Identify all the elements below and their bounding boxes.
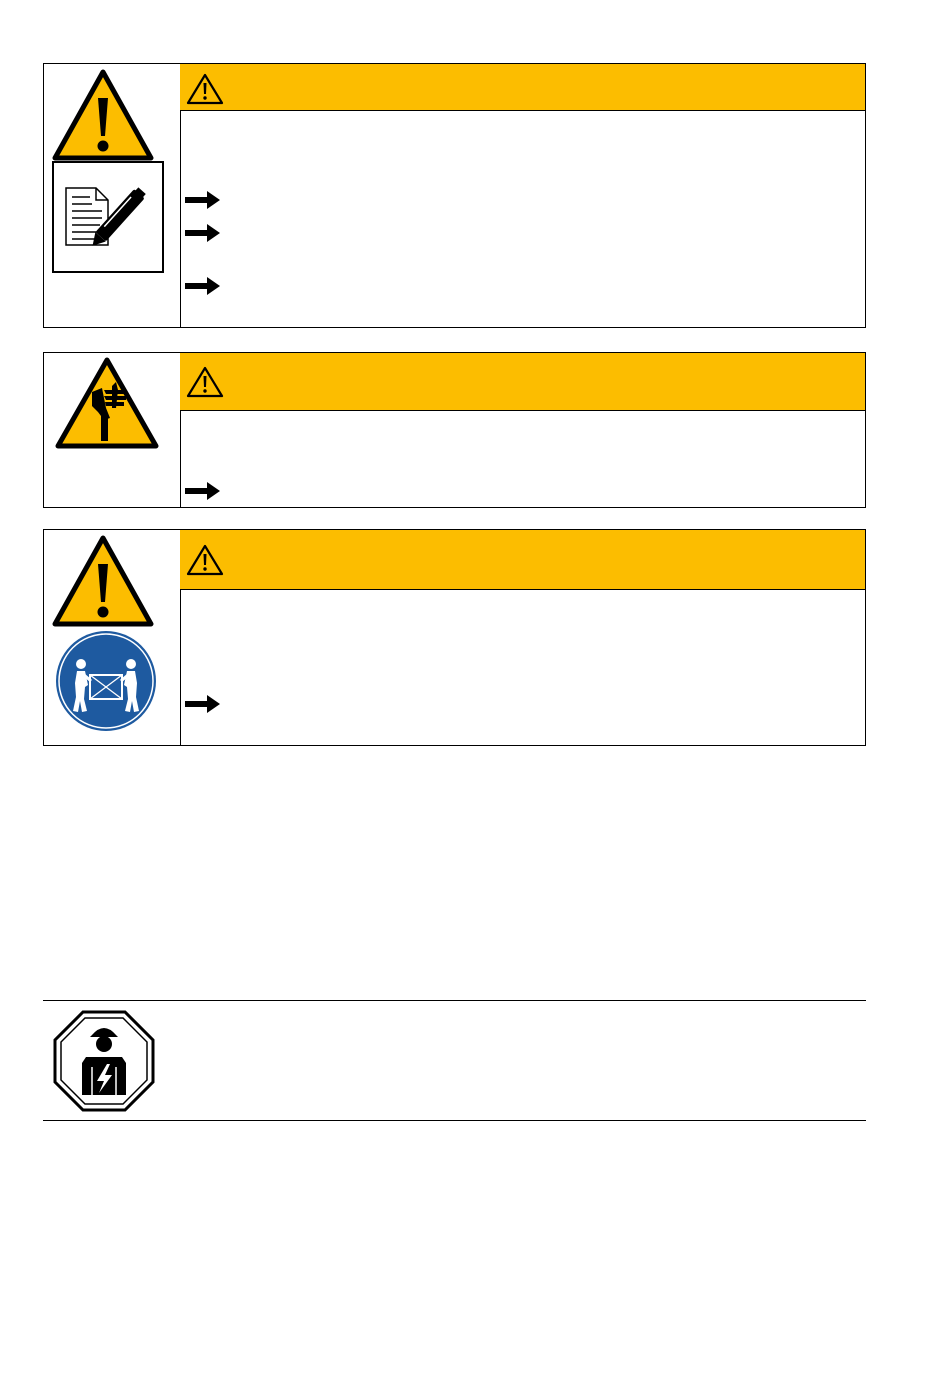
arrow-right-icon — [185, 190, 221, 210]
qualified-electrician-icon — [52, 1009, 156, 1113]
two-person-lift-icon — [54, 629, 158, 733]
panel-3-icon-column — [44, 530, 181, 745]
arrow-right-icon — [185, 223, 221, 243]
warning-panel-2 — [43, 352, 866, 508]
warning-triangle-icon — [186, 73, 224, 105]
general-warning-icon — [51, 68, 155, 162]
warning-panel-1 — [43, 63, 866, 328]
panel-1-icon-column — [44, 64, 181, 327]
qualified-personnel-block — [43, 1000, 866, 1121]
read-instructions-icon — [52, 161, 164, 273]
warning-header-bar — [180, 530, 865, 590]
arrow-right-icon — [185, 481, 221, 501]
warning-triangle-icon — [186, 366, 224, 398]
arrow-right-icon — [185, 276, 221, 296]
hand-injury-icon — [54, 356, 160, 450]
warning-header-bar — [180, 353, 865, 411]
warning-triangle-icon — [186, 544, 224, 576]
warning-header-bar — [180, 64, 865, 111]
arrow-right-icon — [185, 694, 221, 714]
general-warning-icon — [51, 534, 155, 628]
panel-2-icon-column — [44, 353, 181, 507]
warning-panel-3 — [43, 529, 866, 746]
